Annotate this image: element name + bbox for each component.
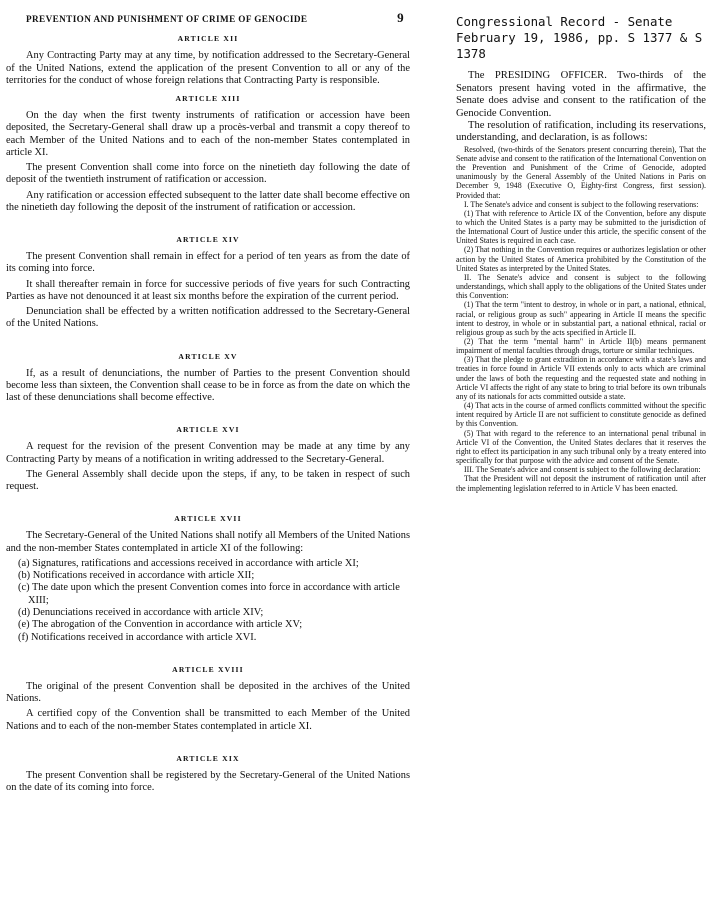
article-paragraph: Denunciation shall be effected by a written notification addressed to the Secretary-General of the United Nations. <box>6 306 410 330</box>
article-section <box>6 755 410 794</box>
resolution-paragraph: (3) That the pledge to grant extradition in accordance with a state's laws and treaties in force found in Article VII extends only to acts which are criminal under the laws of both the requesting and the requested state and nothing in Article VI affects the right of any state to bring to trial before its own tribunals any of its nationals for acts committed outside a state. <box>456 355 706 401</box>
article-section <box>6 666 410 733</box>
resolution-paragraph: (1) That with reference to Article IX of the Convention, before any dispute to which the United States is a party may be submitted to the jurisdiction of the International Court of Justice under this article, the specific consent of the United States is required in each case. <box>456 208 706 246</box>
article-paragraph: The original of the present Convention shall be deposited in the archives of the United Nations. <box>6 680 410 705</box>
resolution-paragraph: I. The Senate's advice and consent is subject to the following reservations: <box>464 199 699 209</box>
resolution-paragraph: (4) That acts in the course of armed conflicts committed without the specific intent required by Article II are not sufficient to constitute genocide as defined by this Convention. <box>456 401 706 429</box>
resolution-paragraph: III. The Senate's advice and consent is subject to the following declaration: <box>464 465 701 475</box>
article-title: ARTICLE XIII <box>175 94 241 104</box>
article-section <box>6 95 410 214</box>
list-item: (b) Notifications received in accordance with article XII; <box>18 570 255 582</box>
record-body <box>456 70 706 492</box>
record-date-pages: February 19, 1986, pp. S 1377 & S 1378 <box>456 30 703 62</box>
article-paragraph: The present Convention shall come into force on the ninetieth day following the date of deposit of the twentieth instrument of ratification or accession. <box>6 162 410 186</box>
article-paragraph: If, as a result of denunciations, the number of Parties to the present Convention should become less than sixteen, the Convention shall cease to be in force as from the date on which the last of these denunciations shall become effective. <box>6 367 410 404</box>
record-header: Congressional Record - Senate <box>456 14 673 29</box>
article-paragraph: On the day when the first twenty instruments of ratification or accession have been deposited, the Secretary-General shall draw up a procès-verbal and transmit a copy thereof to each Member of the United Nations and to each of the non-member States contemplated in article XI. <box>6 110 410 158</box>
congressional-record-column <box>452 0 720 915</box>
article-paragraph: It shall thereafter remain in force for successive periods of five years for such Contracting Parties as have not denounced it at least six months before the expiration of the current period. <box>6 278 410 302</box>
convention-text-column <box>6 10 410 910</box>
article-paragraph: The Secretary-General of the United Nations shall notify all Members of the United Nations and the non-member States contemplated in article XI of the following: <box>6 530 410 554</box>
resolution-paragraph: That the President will not deposit the instrument of ratification until after the implementing legislation referred to in Article V has been enacted. <box>456 474 706 493</box>
page-number: 9 <box>397 10 404 25</box>
resolution-paragraph: (5) That with regard to the reference to an international penal tribunal in Article VI of the Convention, the United States declares that it reserves the right to effect its participation in any such tribunal only by a treaty entered into specifically for that purpose with the advice and consent of the Senate. <box>456 428 706 466</box>
article-section <box>6 353 410 405</box>
article-paragraph: A request for the revision of the present Convention may be made at any time by any Contracting Party by means of a notification in writing addressed to the Secretary-General. <box>6 441 410 465</box>
article-title: ARTICLE XVIII <box>172 664 244 674</box>
article-section <box>6 236 410 331</box>
article-title: ARTICLE XIV <box>176 235 240 245</box>
resolution-paragraph: (2) That nothing in the Convention requires or authorizes legislation or other action by the United States of America prohibited by the Constitution of the United States as interpreted by the United States. <box>456 245 706 273</box>
article-paragraph: Any ratification or accession effected subsequent to the latter date shall become effective on the ninetieth day following the deposit of the instrument of ratification or accession. <box>6 189 410 213</box>
notification-list <box>6 558 410 644</box>
article-paragraph: The present Convention shall be registered by the Secretary-General of the United Nations on the date of its coming into force. <box>6 769 410 794</box>
resolution-paragraph: (2) That the term "mental harm" in Article II(b) means permanent impairment of mental faculties through drugs, torture or similar techniques. <box>456 337 706 356</box>
article-title: ARTICLE XVII <box>174 514 242 524</box>
resolution-paragraph: Resolved, (two-thirds of the Senators present concurring therein), That the Senate advise and consent to the ratification of the International Convention on the Prevention and Punishment of the Crime of Genocide, adopted unanimously by the General Assembly of the United Nations in Paris on December 9, 1948 (Executive O, Eighty-first Congress, first session). Provided that: <box>456 144 707 200</box>
running-head <box>26 10 410 25</box>
article-section <box>6 515 410 643</box>
article-paragraph: A certified copy of the Convention shall be transmitted to each Member of the United Nations and to each of the non-member States contemplated in article XI. <box>6 708 410 732</box>
running-head-title: PREVENTION AND PUNISHMENT OF CRIME OF GENOCIDE <box>26 14 308 24</box>
list-item: (d) Denunciations received in accordance with article XIV; <box>18 607 264 619</box>
article-paragraph: The General Assembly shall decide upon the steps, if any, to be taken in respect of such request. <box>6 468 410 493</box>
article-section <box>6 35 410 87</box>
resolution-intro-paragraph: The resolution of ratification, including its reservations, understanding, and declaration, is as follows: <box>456 119 706 144</box>
article-title: ARTICLE XV <box>178 351 238 361</box>
article-section <box>6 426 410 493</box>
list-item: (a) Signatures, ratifications and accessions received in accordance with article XI; <box>18 557 359 569</box>
article-paragraph: Any Contracting Party may at any time, by notification addressed to the Secretary-General of the United Nations, extend the application of the present Convention to all or any of the territories for the conduct of whose foreign relations that Contracting Party is responsible. <box>6 50 410 86</box>
list-item: (c) The date upon which the present Convention comes into force in accordance with article XIII; <box>18 582 400 606</box>
article-title: ARTICLE XVI <box>176 425 240 435</box>
list-item: (f) Notifications received in accordance with article XVI. <box>18 631 257 643</box>
articles-container <box>6 35 410 794</box>
resolution-paragraph: II. The Senate's advice and consent is subject to the following understandings, which shall apply to the obligations of the United States under this Convention: <box>456 272 706 301</box>
article-paragraph: The present Convention shall remain in effect for a period of ten years as from the date of its coming into force. <box>6 251 410 275</box>
resolution-paragraph: (1) That the term "intent to destroy, in whole or in part, a national, ethnical, racial, or religious group as such" appearing in Article II means the specific intent to destroy, in whole or in substantial part, a national ethnical, racial or religious group as such by the acts specified in Article II. <box>456 300 706 337</box>
list-item: (e) The abrogation of the Convention in accordance with article XV; <box>18 619 303 631</box>
presiding-officer-paragraph: The PRESIDING OFFICER. Two-thirds of the Senators present having voted in the affirmative, the Senate does advise and consent to the ratification of the Genocide Convention. <box>456 70 706 119</box>
article-title: ARTICLE XII <box>177 34 239 44</box>
resolution-text <box>456 145 706 493</box>
article-title: ARTICLE XIX <box>176 753 240 763</box>
